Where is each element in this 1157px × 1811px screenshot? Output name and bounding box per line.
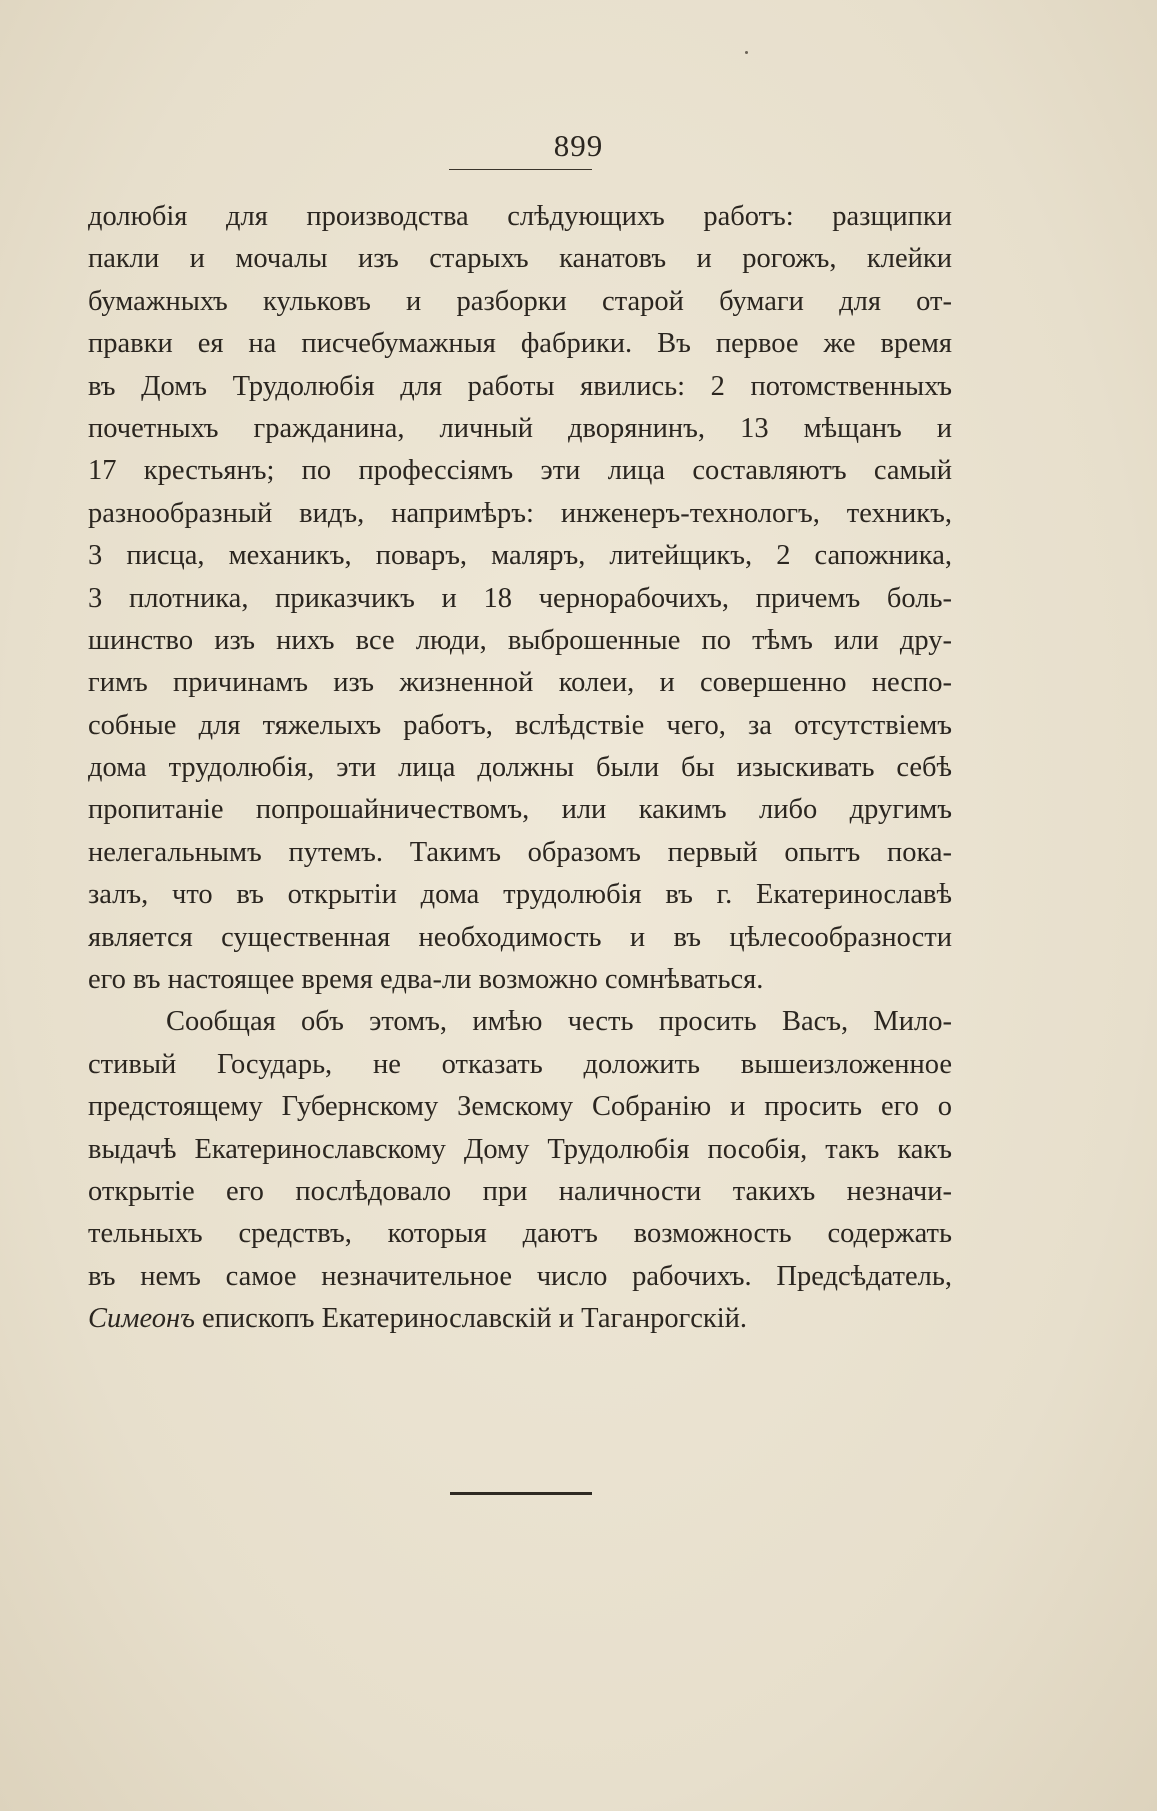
text-line: Сообщая объ этомъ, имѣю честь просить Васъ, Мило- — [166, 1006, 952, 1038]
signature-rest: епископъ Екатеринославскій и Таганрогскій. — [194, 1303, 748, 1335]
text-line: дома трудолюбія, эти лица должны были бы изыскивать себѣ — [88, 752, 952, 784]
text-line: залъ, что въ открытіи дома трудолюбія въ г. Екатеринославѣ — [88, 879, 952, 911]
text-line: въ немъ самое незначительное число рабочихъ. Предсѣдатель, — [88, 1260, 952, 1292]
paper-speck — [745, 51, 748, 54]
text-line: разнообразный видъ, напримѣръ: инженеръ-технологъ, техникъ, — [88, 497, 952, 529]
page-number: 899 — [553, 128, 604, 163]
text-line: является существенная необходимость и въ цѣлесообразности — [88, 921, 952, 953]
text-line: тельныхъ средствъ, которыя даютъ возможность содержать — [88, 1218, 952, 1250]
body-text — [88, 196, 952, 1341]
text-line: шинство изъ нихъ все люди, выброшенные по тѣмъ или дру- — [88, 624, 952, 656]
text-line: собные для тяжелыхъ работъ, вслѣдствіе чего, за отсутствіемъ — [88, 709, 952, 741]
text-line: пакли и мочалы изъ старыхъ канатовъ и рогожъ, клейки — [88, 243, 952, 275]
text-line: выдачѣ Екатеринославскому Дому Трудолюбія пособія, такъ какъ — [88, 1133, 952, 1165]
text-line: нелегальнымъ путемъ. Такимъ образомъ первый опытъ пока- — [88, 836, 952, 868]
text-line: 17 крестьянъ; по профессіямъ эти лица составляютъ самый — [88, 455, 952, 487]
text-line: 3 писца, механикъ, поваръ, маляръ, литейщикъ, 2 сапожника, — [88, 540, 952, 572]
paragraph-2 — [88, 1001, 952, 1298]
footer-rule — [450, 1492, 592, 1495]
text-line: стивый Государь, не отказать доложить вышеизложенное — [88, 1048, 952, 1080]
header-rule — [449, 169, 592, 170]
text-line: долюбія для производства слѣдующихъ работъ: разщипки — [88, 201, 952, 232]
text-line: пропитаніе попрошайничествомъ, или какимъ либо другимъ — [88, 794, 952, 826]
text-line: открытіе его послѣдовало при наличности такихъ незначи- — [88, 1175, 952, 1207]
signature-name: Симеонъ — [88, 1303, 195, 1335]
text-line: гимъ причинамъ изъ жизненной колеи, и совершенно неспо- — [88, 667, 952, 699]
text-line: 3 плотника, приказчикъ и 18 чернорабочихъ, причемъ боль- — [88, 582, 952, 614]
signature-line — [88, 1298, 952, 1340]
text-line: предстоящему Губернскому Земскому Собранію и просить его о — [88, 1091, 952, 1123]
paragraph-1 — [88, 196, 952, 1001]
text-line: его въ настоящее время едва-ли возможно сомнѣваться. — [88, 964, 764, 996]
text-line: въ Домъ Трудолюбія для работы явились: 2 потомственныхъ — [88, 370, 952, 402]
text-line: правки ея на писчебумажныя фабрики. Въ первое же время — [88, 328, 952, 360]
text-line: почетныхъ гражданина, личный дворянинъ, 13 мѣщанъ и — [88, 412, 952, 444]
text-line: бумажныхъ кульковъ и разборки старой бумаги для от- — [88, 285, 952, 317]
